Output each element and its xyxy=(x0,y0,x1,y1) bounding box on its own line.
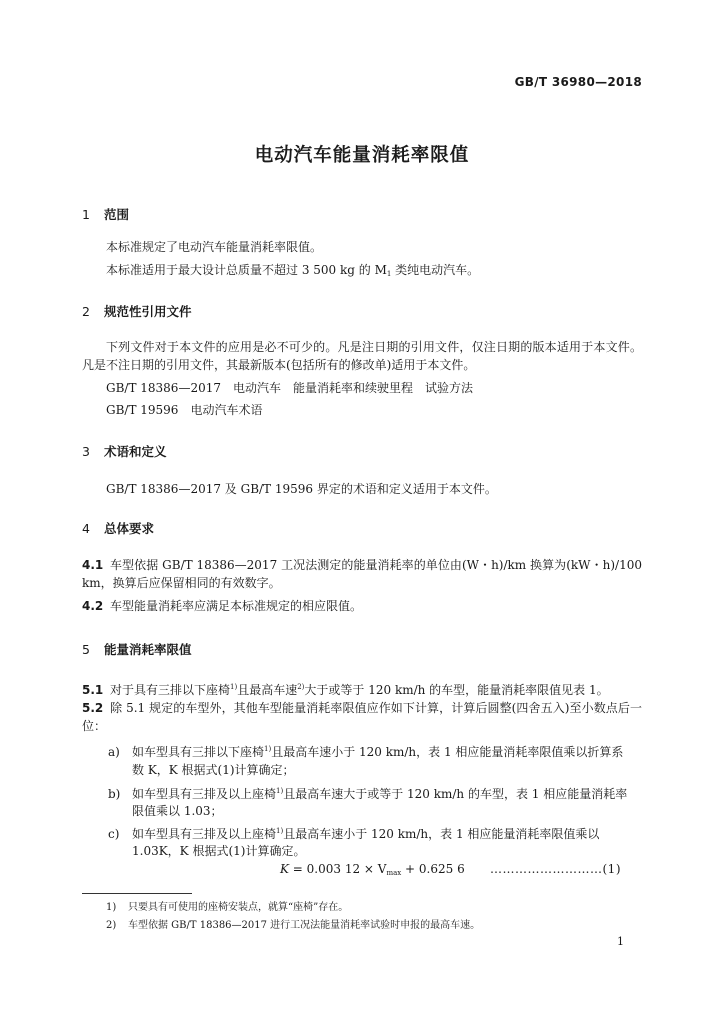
section-1-paragraph-2 xyxy=(106,261,479,283)
list-item-a-text-b: 且最高车速小于 120 km/h，表 1 相应能量消耗率限值乘以折算系 xyxy=(271,745,624,759)
footnote-2-text: 车型依据 GB/T 18386—2017 进行工况法能量消耗率试验时申报的最高车速。 xyxy=(128,920,481,931)
section-1-heading xyxy=(82,205,129,223)
list-item-b-text-b: 且最高车速大于或等于 120 km/h 的车型，表 1 相应能量消耗率 xyxy=(283,787,628,801)
section-5-heading xyxy=(82,640,192,658)
section-4-number: 4 xyxy=(82,521,90,536)
section-2-number: 2 xyxy=(82,304,90,319)
clause-5-2-text: 除 5.1 规定的车型外，其他车型能量消耗率限值应作如下计算，计算后圆整(四舍五入)至小数点后一位： xyxy=(82,701,642,733)
clause-5-1 xyxy=(82,678,609,699)
list-item-a xyxy=(108,740,623,761)
clause-5-1-text-a: 对于具有三排以下座椅 xyxy=(110,683,231,697)
standard-number: GB/T 36980—2018 xyxy=(514,75,642,89)
section-3-title: 术语和定义 xyxy=(104,444,167,459)
footnote-separator xyxy=(82,893,192,894)
clause-4-2-text: 车型能量消耗率应满足本标准规定的相应限值。 xyxy=(110,599,363,613)
section-3-number: 3 xyxy=(82,444,90,459)
footnote-ref-1: 1) xyxy=(230,683,238,691)
clause-4-2 xyxy=(82,597,362,615)
clause-5-2-number: 5.2 xyxy=(82,701,104,715)
section-1-number: 1 xyxy=(82,207,90,222)
list-item-b-marker: b) xyxy=(108,787,121,801)
formula-expr-a: = 0.003 12 × V xyxy=(288,862,387,876)
section-1-p2-text-a: 本标准适用于最大设计总质量不超过 3 500 kg 的 M xyxy=(106,263,387,277)
section-5-title: 能量消耗率限值 xyxy=(104,642,192,657)
footnote-2 xyxy=(106,916,480,931)
section-1-p2-subscript: 1 xyxy=(386,270,392,278)
formula-1 xyxy=(280,862,465,877)
list-item-a-text-a: 如车型具有三排以下座椅 xyxy=(132,745,265,759)
section-1-paragraph-1: 本标准规定了电动汽车能量消耗率限值。 xyxy=(106,240,323,254)
list-item-b-line-2: 限值乘以 1.03； xyxy=(132,804,223,818)
footnote-ref-2: 2) xyxy=(297,683,305,691)
list-item-c xyxy=(108,822,599,843)
list-item-c-footnote-ref: 1) xyxy=(276,827,284,835)
clause-5-1-text-c: 大于或等于 120 km/h 的车型，能量消耗率限值见表 1。 xyxy=(304,683,609,697)
list-item-a-footnote-ref: 1) xyxy=(264,745,272,753)
section-3-paragraph: GB/T 18386—2017 及 GB/T 19596 界定的术语和定义适用于本文件。 xyxy=(106,482,497,496)
section-2-title: 规范性引用文件 xyxy=(104,304,192,319)
footnote-1-text: 只要具有可使用的座椅安装点，就算“座椅”存在。 xyxy=(128,902,349,913)
clause-5-2 xyxy=(82,699,642,735)
section-1-p2-text-b: 类纯电动汽车。 xyxy=(391,263,480,277)
section-4-title: 总体要求 xyxy=(104,521,155,536)
footnote-1 xyxy=(106,898,348,913)
clause-4-2-number: 4.2 xyxy=(82,599,104,613)
list-item-c-line-2: 1.03K，K 根据式(1)计算确定。 xyxy=(132,844,306,858)
page-number: 1 xyxy=(617,935,624,948)
footnote-1-number: 1) xyxy=(106,902,117,913)
section-5-number: 5 xyxy=(82,642,90,657)
document-title: 电动汽车能量消耗率限值 xyxy=(254,145,470,166)
clause-4-1 xyxy=(82,556,642,592)
section-4-heading xyxy=(82,519,154,537)
formula-lhs: K xyxy=(280,862,289,876)
list-item-c-text-a: 如车型具有三排及以上座椅 xyxy=(132,827,277,841)
list-item-b xyxy=(108,782,627,803)
list-item-a-line-2: 数 K，K 根据式(1)计算确定； xyxy=(132,763,295,777)
reference-1: GB/T 18386—2017 电动汽车 能量消耗率和续驶里程 试验方法 xyxy=(106,381,473,395)
footnote-2-number: 2) xyxy=(106,920,117,931)
list-item-b-footnote-ref: 1) xyxy=(276,787,284,795)
formula-expr-b: + 0.625 6 xyxy=(401,862,465,876)
equation-number: ………………………(1) xyxy=(490,862,621,876)
clause-4-1-text: 车型依据 GB/T 18386—2017 工况法测定的能量消耗率的单位由(W・h)/km 换算为(kW・h)/100 km，换算后应保留相同的有效数字。 xyxy=(82,558,642,590)
list-item-c-marker: c) xyxy=(108,827,120,841)
list-item-a-marker: a) xyxy=(108,745,120,759)
list-item-c-text-b: 且最高车速小于 120 km/h，表 1 相应能量消耗率限值乘以 xyxy=(283,827,600,841)
clause-4-1-number: 4.1 xyxy=(82,558,104,572)
section-3-heading xyxy=(82,442,167,460)
section-1-title: 范围 xyxy=(104,207,130,222)
clause-5-1-number: 5.1 xyxy=(82,683,104,697)
section-2-heading xyxy=(82,302,192,320)
section-2-paragraph: 下列文件对于本文件的应用是必不可少的。凡是注日期的引用文件，仅注日期的版本适用于本文件。凡是不注日期的引用文件，其最新版本(包括所有的修改单)适用于本文件。 xyxy=(82,340,642,372)
reference-2: GB/T 19596 电动汽车术语 xyxy=(106,403,263,417)
formula-subscript: max xyxy=(386,869,402,877)
clause-5-1-text-b: 且最高车速 xyxy=(237,683,298,697)
list-item-b-text-a: 如车型具有三排及以上座椅 xyxy=(132,787,277,801)
